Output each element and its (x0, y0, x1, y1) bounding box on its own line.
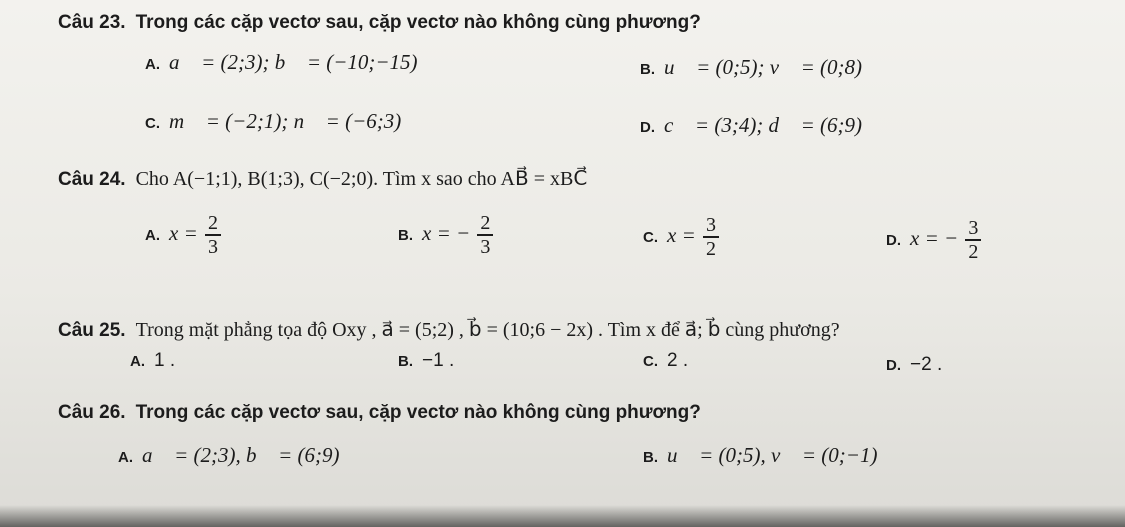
option-text: 1 . (154, 350, 176, 371)
option-label: C. (643, 228, 658, 246)
option-b (398, 212, 493, 258)
numerator: 2 (205, 212, 221, 236)
question-24 (58, 166, 587, 191)
option-prefix: x = (169, 220, 198, 245)
option-d (640, 113, 862, 138)
question-number: Câu 25. (58, 320, 126, 341)
option-label: D. (640, 119, 655, 136)
fraction (477, 212, 493, 258)
option-text: 2 . (667, 350, 689, 371)
option-text: a⃗ = (2;3); b⃗ = (−10;−15) (169, 50, 418, 74)
option-label: B. (398, 353, 413, 370)
option-label: D. (886, 357, 901, 374)
question-number: Câu 24. (58, 169, 126, 190)
option-text: u⃗ = (0;5); v⃗ = (0;8) (664, 55, 863, 79)
option-a (118, 443, 339, 468)
denominator: 3 (208, 236, 218, 258)
option-label: A. (130, 353, 145, 370)
option-label: B. (398, 226, 413, 244)
option-text: m⃗ = (−2;1); n⃗ = (−6;3) (169, 109, 402, 133)
denominator: 2 (968, 241, 979, 263)
option-c (145, 109, 401, 134)
denominator: 3 (480, 236, 491, 258)
question-stem: Trong các cặp vectơ sau, cặp vectơ nào không cùng phương? (135, 402, 701, 423)
option-c (643, 214, 719, 260)
option-c (643, 350, 688, 372)
option-label: A. (118, 449, 133, 466)
question-23 (58, 12, 701, 34)
option-label: B. (643, 449, 658, 466)
option-label: B. (640, 61, 655, 78)
option-label: C. (643, 353, 658, 370)
option-b (640, 55, 862, 80)
option-text: a⃗ = (2;3), b⃗ = (6;9) (142, 443, 340, 467)
fraction (703, 214, 719, 260)
option-text: u⃗ = (0;5), v⃗ = (0;−1) (667, 443, 878, 467)
option-b (398, 350, 454, 372)
numerator: 2 (477, 212, 493, 236)
photo-shadow (0, 505, 1125, 527)
option-a (130, 350, 175, 372)
option-label: C. (145, 115, 160, 132)
question-number: Câu 26. (58, 402, 126, 423)
option-text: −2 . (910, 354, 943, 375)
numerator: 3 (965, 217, 981, 241)
option-d (886, 354, 942, 376)
question-25 (58, 317, 840, 342)
fraction (965, 217, 981, 263)
question-26 (58, 402, 701, 424)
option-prefix: x = (667, 222, 696, 247)
option-prefix: x = − (422, 220, 471, 245)
fraction (205, 212, 221, 258)
option-b (643, 443, 877, 468)
option-text: c⃗ = (3;4); d⃗ = (6;9) (664, 113, 863, 137)
numerator: 3 (703, 214, 719, 238)
option-label: D. (886, 231, 901, 249)
question-stem: Cho A(−1;1), B(1;3), C(−2;0). Tìm x sao cho AB⃗ = xBC⃗ (135, 168, 588, 190)
option-a (145, 212, 221, 258)
question-stem: Trong các cặp vectơ sau, cặp vectơ nào không cùng phương? (135, 12, 701, 33)
question-number: Câu 23. (58, 12, 126, 33)
denominator: 2 (706, 238, 716, 260)
option-d (886, 217, 981, 263)
option-a (145, 50, 418, 75)
option-label: A. (145, 226, 160, 244)
option-label: A. (145, 56, 160, 73)
option-prefix: x = − (910, 225, 959, 250)
option-text: −1 . (422, 350, 455, 371)
question-stem: Trong mặt phẳng tọa độ Oxy , a⃗ = (5;2) , b⃗ = (10;6 − 2x) . Tìm x để a⃗; b⃗ cùng phương? (135, 319, 840, 341)
